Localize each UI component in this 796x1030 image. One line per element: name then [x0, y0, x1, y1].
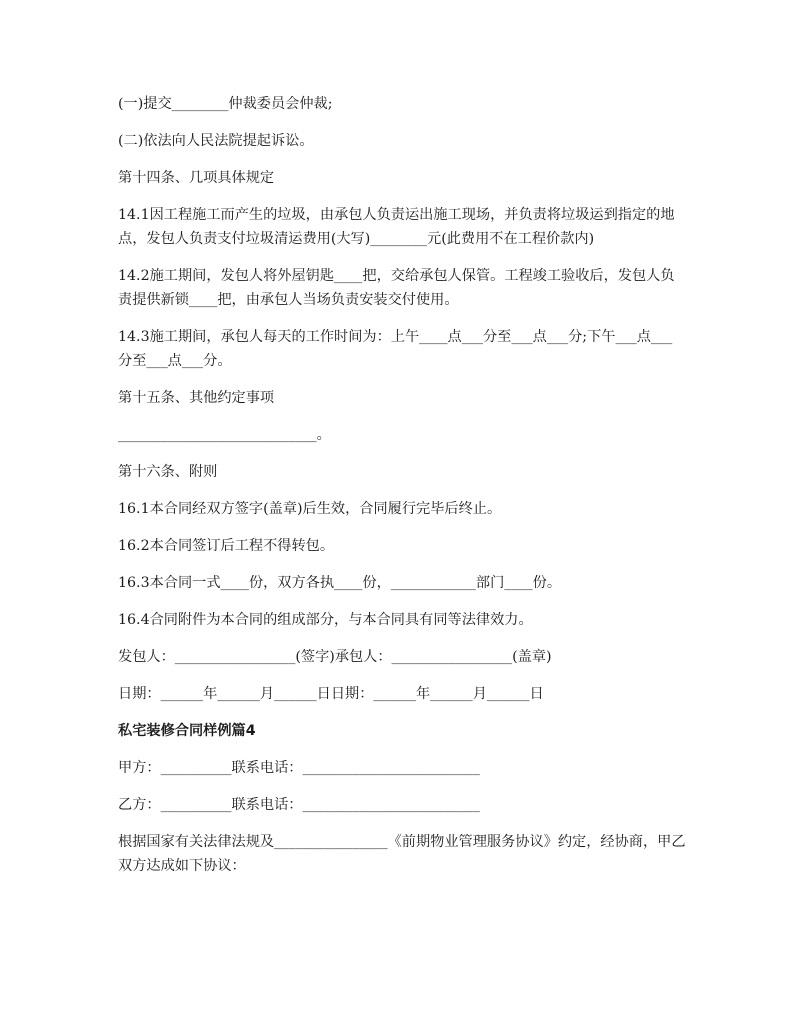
- clause-14-2: 14.2施工期间，发包人将外屋钥匙____把，交给承包人保管。工程竣工验收后，发包人负责提供新锁____把，由承包人当场负责安装交付使用。: [118, 268, 675, 308]
- clause-14-1: 14.1因工程施工而产生的垃圾，由承包人负责运出施工现场，并负责将垃圾运到指定的地点，发包人负责支付垃圾清运费用(大写)________元(此费用不在工程价款内): [118, 207, 675, 247]
- clause-16-4: 16.4合同附件为本合同的组成部分，与本合同具有同等法律效力。: [118, 612, 533, 628]
- paragraph-litigation: (二)依法向人民法院提起诉讼。: [118, 133, 314, 149]
- article-15-blank: ____________________________。: [118, 427, 331, 443]
- clause-16-3: 16.3本合同一式____份，双方各执____份，____________部门____份。: [118, 575, 562, 591]
- signature-line: 发包人：_________________(签字)承包人：_________________(盖章): [118, 649, 552, 665]
- clause-16-2: 16.2本合同签订后工程不得转包。: [118, 538, 335, 554]
- article-15-title: 第十五条、其他约定事项: [118, 390, 275, 406]
- clause-14-3: 14.3施工期间，承包人每天的工作时间为：上午____点___分至___点___分;下午___点___分至___点___分。: [118, 329, 673, 369]
- preamble-paragraph: 根据国家有关法律法规及________________《前期物业管理服务协议》约定，经协商，甲乙双方达成如下协议：: [118, 834, 686, 874]
- party-b-line: 乙方：__________联系电话：_________________________: [118, 797, 480, 813]
- article-14-title: 第十四条、几项具体规定: [118, 170, 275, 186]
- clause-16-1: 16.1本合同经双方签字(盖章)后生效，合同履行完毕后终止。: [118, 501, 502, 517]
- party-a-line: 甲方：__________联系电话：_________________________: [118, 760, 480, 776]
- article-16-title: 第十六条、附则: [118, 464, 218, 480]
- section-heading: 私宅装修合同样例篇4: [118, 723, 256, 739]
- date-line: 日期：______年______月______日日期：______年______月______日: [118, 686, 544, 702]
- paragraph-arbitration: (一)提交________仲裁委员会仲裁;: [118, 96, 333, 112]
